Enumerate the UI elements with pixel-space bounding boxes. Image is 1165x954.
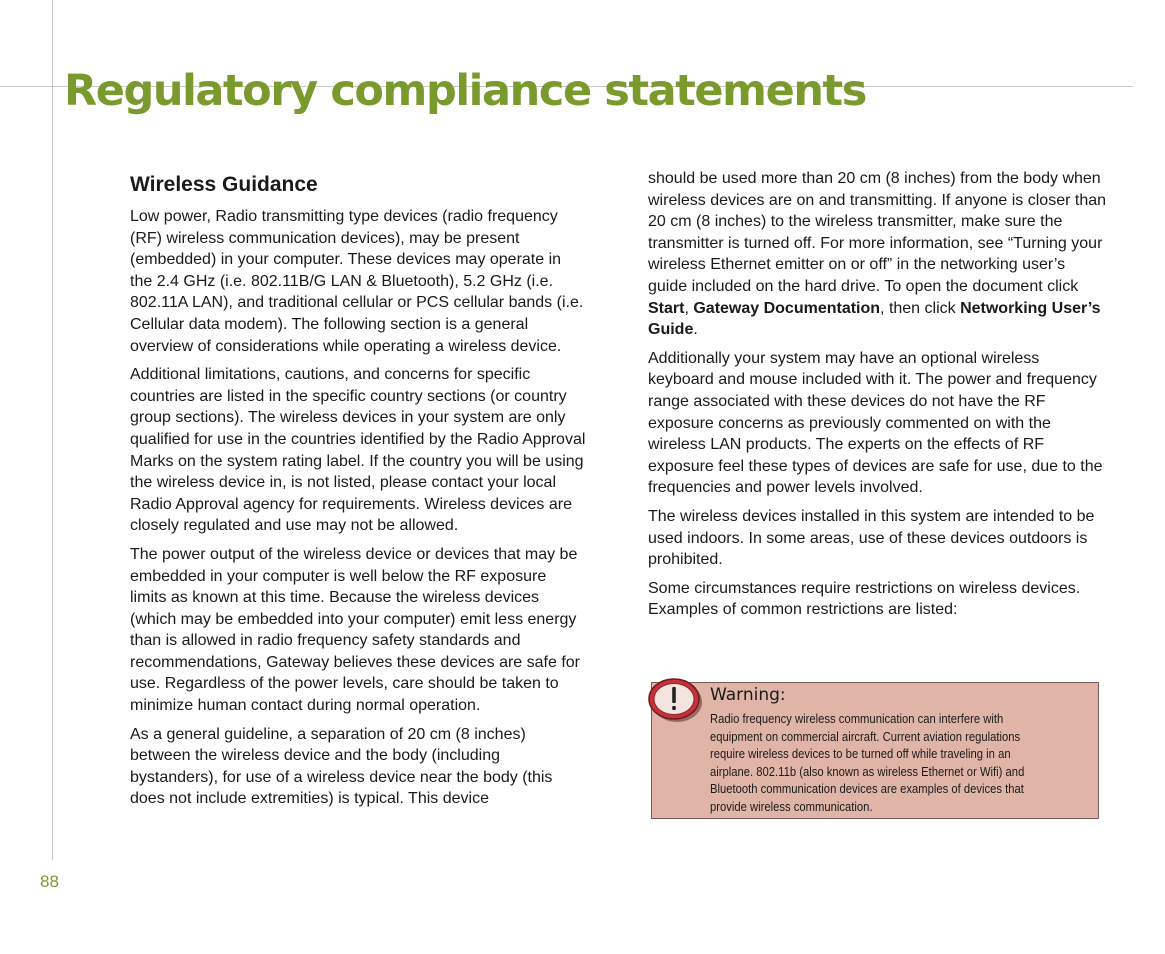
right-column <box>648 168 1108 628</box>
warning-box <box>651 682 1099 819</box>
body-paragraph: As a general guideline, a separation of 20 cm (8 inches) between the wireless device and the body (including bystanders), for use of a wireless device near the body (this does not include extremities) is typical. This device <box>130 725 553 808</box>
separator-text: , <box>684 299 694 317</box>
left-column <box>130 168 586 817</box>
start-menu-reference: Start <box>648 299 685 317</box>
section-heading: Wireless Guidance <box>130 173 318 196</box>
body-paragraph: Additionally your system may have an optional wireless keyboard and mouse included with it. The power and frequency range associated with these devices do not have the RF exposure concerns as previously commented on with the wireless LAN products. The experts on the effects of RF exposure feel these types of devices are safe for use, due to the frequencies and power levels involved. <box>648 349 1103 497</box>
warning-text: Radio frequency wireless communication can interfere with equipment on commercial aircraft. Current aviation regulations require wireless devices to be turned off while traveling in an airplane. 802.11b (also known as wireless Ethernet or Wifi) and Bluetooth communication devices are examples of devices that provide wireless communication. <box>710 712 1025 814</box>
page-title: Regulatory compliance statements <box>64 66 866 116</box>
warning-title: Warning: <box>710 685 786 705</box>
vertical-rule <box>52 0 53 860</box>
paragraph-text: should be used more than 20 cm (8 inches) from the body when wireless devices are on and transmitting. If anyone is closer than 20 cm (8 inches) to the wireless transmitter, make sure the transmitter is turned off. For more information, see “Turning your wireless Ethernet emitter on or off” in the networking user’s guide included on the hard drive. To open the document click <box>648 170 1107 295</box>
body-paragraph: Additional limitations, cautions, and concerns for specific countries are listed in the specific country sections (or country group sections). The wireless devices in your system are only qualified for use in the countries identified by the Radio Approval Marks on the system rating label. If the country you will be using the wireless device in, is not listed, please contact your local Radio Approval agency for requirements. Wireless devices are closely regulated and use may not be allowed. <box>130 366 586 535</box>
gateway-documentation-reference: Gateway Documentation <box>693 299 881 317</box>
networking-guide-reference: Networking User’s Guide <box>648 299 1101 339</box>
body-paragraph: Some circumstances require restrictions on wireless devices. Examples of common restrictions are listed: <box>648 579 1081 619</box>
body-paragraph: The power output of the wireless device or devices that may be embedded in your computer is well below the RF exposure limits as known at this time. Because the wireless devices (which may be embedded into your computer) emit less energy than is allowed in radio frequency safety standards and recommendations, Gateway believes these devices are safe for use. Regardless of the power levels, care should be taken to minimize human contact during normal operation. <box>130 545 581 715</box>
end-punctuation: . <box>693 321 698 339</box>
connector-text: , then click <box>880 299 961 317</box>
body-paragraph <box>648 168 1108 341</box>
body-paragraph: Low power, Radio transmitting type devices (radio frequency (RF) wireless communication devices), may be present (embedded) in your computer. These devices may operate in the 2.4 GHz (i.e. 802.11B/G LAN & Bluetooth), 5.2 GHz (i.e. 802.11A LAN), and traditional cellular or PCS cellular bands (i.e. Cellular data modem). The following section is a general overview of considerations while operating a wireless device. <box>130 208 584 355</box>
exclamation-icon <box>648 678 702 724</box>
page-number: 88 <box>40 872 59 891</box>
body-paragraph: The wireless devices installed in this system are intended to be used indoors. In some areas, use of these devices outdoors is prohibited. <box>648 507 1095 569</box>
